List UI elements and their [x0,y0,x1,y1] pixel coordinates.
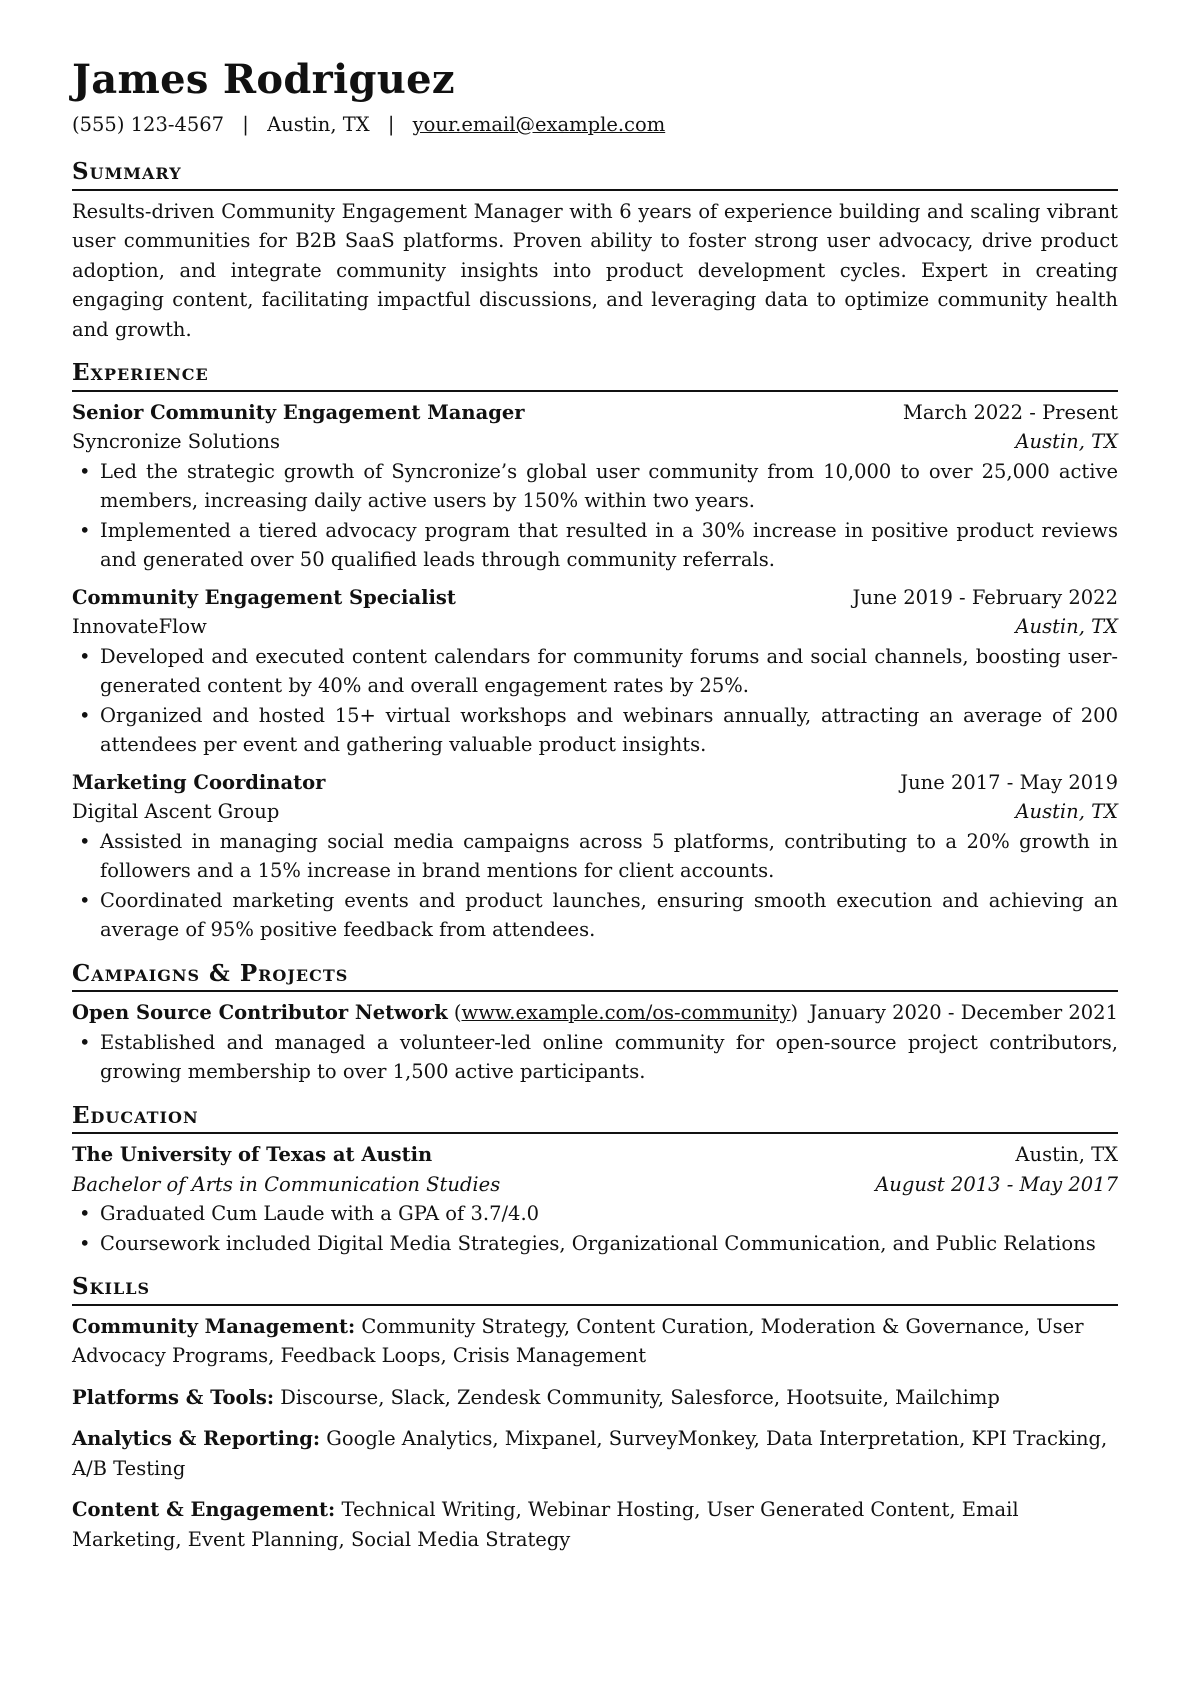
job-entry [72,768,1118,945]
contact-separator: | [387,113,395,136]
summary-section [72,159,1118,344]
job-entry [72,398,1118,575]
contact-separator: | [242,113,249,136]
contact-line [72,112,1118,137]
skill-group-items: Technical Writing, Webinar Hosting, User Generated Content, Email Marketing, Event Planning, Social Media Strategy [72,1498,1019,1551]
job-location: Austin, TX [1015,615,1118,639]
job-bullets [72,642,1118,760]
job-role: Marketing Coordinator [72,770,326,794]
list-item: • Established and managed a volunteer-led online community for open-source project contributors, growing membership to over 1,500 active participants. [72,1028,1118,1087]
skill-group-label: Content & Engagement: [72,1498,336,1522]
skill-group-items: Google Analytics, Mixpanel, SurveyMonkey, Data Interpretation, KPI Tracking, A/B Testing [72,1427,1108,1480]
summary-text: Results-driven Community Engagement Manager with 6 years of experience building and scaling vibrant user communities for B2B SaaS platforms. Proven ability to foster strong user advocacy, drive product adoption, and integrate community insights into product development cycles. Expert in creating engaging content, facilitating impactful discussions, and leveraging data to optimize community health and growth. [72,199,1118,341]
list-item: • Implemented a tiered advocacy program that resulted in a 30% increase in positive product reviews and generated over 50 qualified leads through community referrals. [72,516,1118,575]
section-title-experience: Experience [72,360,1118,391]
education-dates: August 2013 - May 2017 [875,1172,1118,1196]
skill-group-label: Platforms & Tools: [72,1385,275,1409]
skill-group [72,1495,1118,1554]
job-dates: March 2022 - Present [902,400,1118,424]
list-item: • Graduated Cum Laude with a GPA of 3.7/4.0 [72,1199,1118,1229]
job-role: Community Engagement Specialist [72,585,456,609]
school-name: The University of Texas at Austin [72,1143,433,1167]
skill-group-label: Analytics & Reporting: [72,1427,321,1451]
experience-section [72,360,1118,944]
projects-section [72,961,1118,1087]
job-bullets [72,457,1118,575]
list-item: • Coursework included Digital Media Strategies, Organizational Communication, and Public Relations [72,1229,1118,1259]
project-name: Open Source Contributor Network [72,1001,448,1025]
job-dates: June 2017 - May 2019 [900,770,1118,794]
project-link-open-paren: ( [453,1001,462,1025]
skill-group-items: Discourse, Slack, Zendesk Community, Salesforce, Hootsuite, Mailchimp [280,1385,1000,1409]
skills-section [72,1274,1118,1554]
skill-group [72,1424,1118,1483]
section-title-skills: Skills [72,1274,1118,1305]
skill-group [72,1312,1118,1371]
section-title-summary: Summary [72,159,1118,190]
list-item: • Coordinated marketing events and product launches, ensuring smooth execution and achieving an average of 95% positive feedback from attendees. [72,886,1118,945]
job-entry [72,583,1118,760]
location: Austin, TX [267,113,370,136]
education-entry [72,1140,1118,1258]
section-title-projects: Campaigns & Projects [72,961,1118,992]
project-dates: January 2020 - December 2021 [809,1001,1118,1025]
skill-group [72,1383,1118,1413]
project-link-close-paren: ) [790,1001,799,1025]
education-section [72,1103,1118,1258]
job-location: Austin, TX [1015,800,1118,824]
job-role: Senior Community Engagement Manager [72,400,525,424]
skill-group-items: Community Strategy, Content Curation, Moderation & Governance, User Advocacy Programs, Feedback Loops, Crisis Management [72,1314,1084,1368]
education-bullets [72,1199,1118,1258]
list-item: • Developed and executed content calendars for community forums and social channels, boosting user-generated content by 40% and overall engagement rates by 25%. [72,642,1118,701]
project-bullets [72,1028,1118,1087]
project-entry [72,998,1118,1087]
project-link[interactable]: www.example.com/os-community [461,1001,791,1025]
phone-number: (555) 123-4567 [72,113,225,136]
list-item: • Led the strategic growth of Syncronize’s global user community from 10,000 to over 25,000 active members, increasing daily active users by 150% within two years. [72,457,1118,516]
list-item: • Organized and hosted 15+ virtual workshops and webinars annually, attracting an average of 200 attendees per event and gathering valuable product insights. [72,701,1118,760]
degree: Bachelor of Arts in Communication Studies [72,1172,501,1196]
job-dates: June 2019 - February 2022 [852,585,1118,609]
candidate-name: James Rodriguez [72,56,455,103]
school-location: Austin, TX [1015,1143,1118,1167]
list-item: • Assisted in managing social media campaigns across 5 platforms, contributing to a 20% growth in followers and a 15% increase in brand mentions for client accounts. [72,827,1118,886]
job-company: InnovateFlow [72,615,207,639]
email-link[interactable]: your.email@example.com [412,113,666,136]
skill-group-label: Community Management: [72,1314,356,1338]
job-company: Syncronize Solutions [72,430,280,454]
job-location: Austin, TX [1015,430,1118,454]
job-company: Digital Ascent Group [72,800,280,824]
section-title-education: Education [72,1103,1118,1134]
job-bullets [72,827,1118,945]
